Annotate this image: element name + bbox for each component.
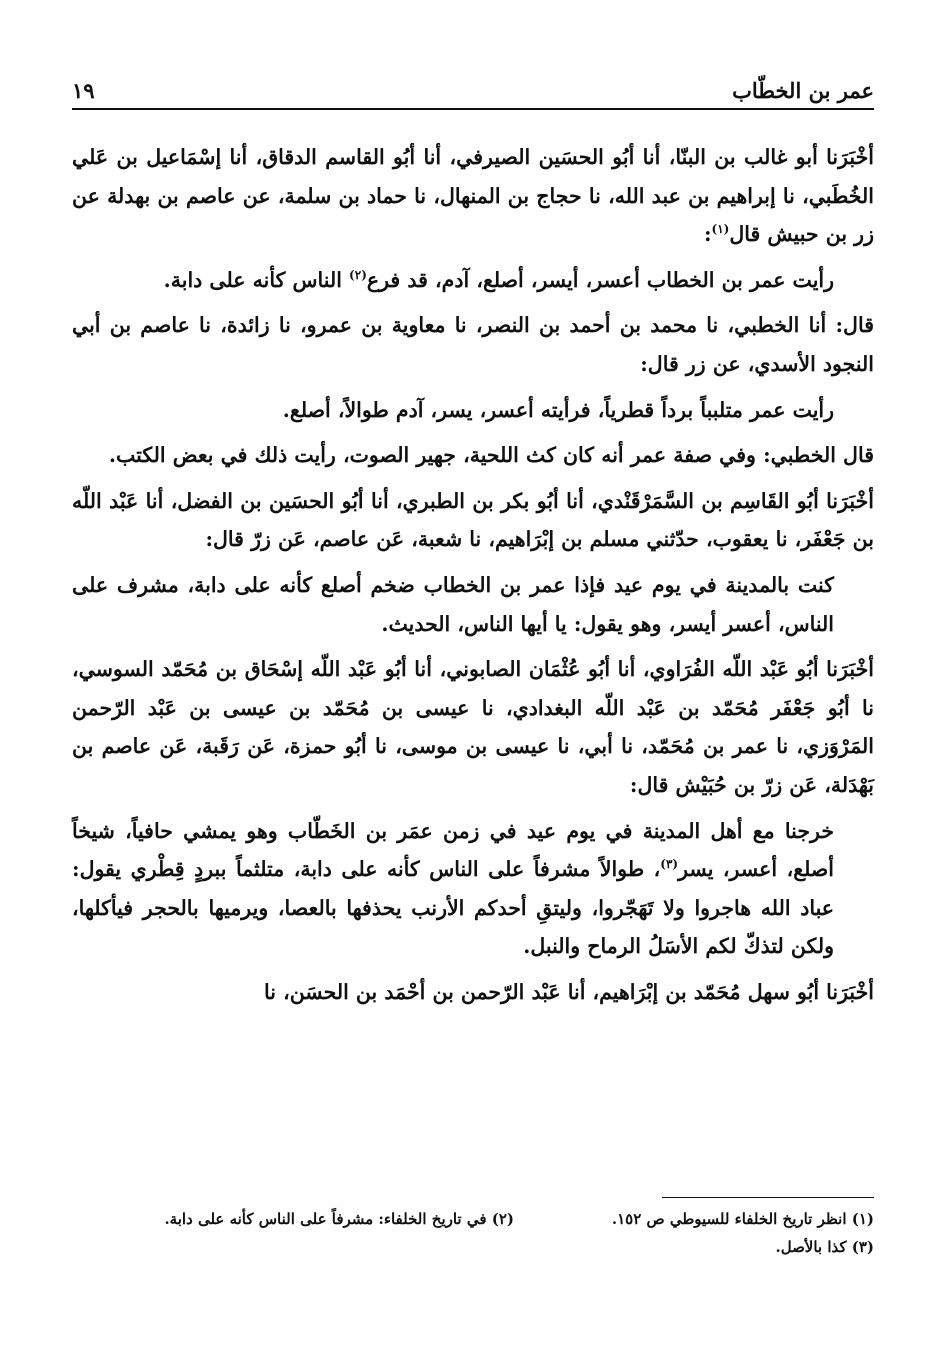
paragraph-text: أبُو سهل مُحَمّد بن إبْرَاهيم، أنا عَبْد الرّحمن بن أحْمَد بن الحسَن، نا — [264, 979, 827, 1004]
footnote-marker: (٣) — [660, 857, 679, 872]
paragraph-text: أبُو عَبْد اللّه الفُرَاوي، أنا أبُو عُثْمَان الصابوني، أنا أبُو عَبْد اللّه إسْحَاق بن مُحَمّد السوسي، نا أبُو جَعْفَر مُحَمّد بن عَبْد اللّه البغدادي، نا عيسى بن مُحَمّد بن عيسى بن عَبْد الرّحمن المَرْوَزي، نا عمر بن مُحَمّد، نا أبي، نا عيسى بن موسى، نا أبُو حمزة، عَن رَقَبة، عَن عاصم بن بَهْدَلة، عَن زرّ بن حُبَيْش قال: — [72, 657, 874, 797]
header-title: عمر بن الخطّاب — [732, 78, 874, 103]
paragraph-text: قال الخطبي: وفي صفة عمر أنه كان كث اللحية، جهير الصوت، رأيت ذلك في بعض الكتب. — [108, 443, 874, 468]
keyword-akhbarana: أخْبَرَنا — [826, 488, 874, 513]
paragraph-text: رأيت عمر متلبباً برداً قطرياً، فرأيته أعسر، يسر، آدم طوالاً، أصلع. — [282, 397, 834, 422]
paragraph-text: قال: أنا الخطبي، نا محمد بن أحمد بن النصر، نا معاوية بن عمرو، نا زائدة، نا عاصم بن أبي النجود الأسدي، عن زر قال: — [72, 313, 874, 376]
paragraph-10 — [72, 973, 874, 1012]
paragraph-5 — [72, 436, 874, 475]
footnote-divider — [662, 1197, 874, 1198]
footnote-row — [72, 1233, 874, 1261]
paragraph-tail: : — [703, 222, 712, 247]
footnote-2: (٢) في تاريخ الخلفاء: مشرفاً على الناس كأنه على دابة. — [164, 1210, 514, 1228]
keyword-akhbarana: أخْبَرَنا — [826, 657, 874, 682]
paragraph-tail: الناس كأنه على دابة. — [163, 267, 350, 292]
main-text — [72, 138, 874, 1018]
page-number: ١٩ — [72, 78, 95, 103]
keyword-akhbarana: أخْبَرَنا — [826, 979, 874, 1004]
paragraph-1 — [72, 138, 874, 254]
footnote-3: (٣) كذا بالأصل. — [775, 1238, 874, 1256]
paragraph-2 — [72, 261, 874, 300]
paragraph-9 — [72, 812, 874, 966]
paragraph-text: كنت بالمدينة في يوم عيد فإذا عمر بن الخطاب ضخم أصلع كأنه على دابة، مشرف على الناس، أعسر أيسر، وهو يقول: يا أيها الناس، الحديث. — [72, 572, 834, 636]
paragraph-text: أبُو القَاسِم بن السَّمَرْقَنْدي، أنا أبُو بكر بن الطبري، أنا أبُو الحسَين بن الفضل، أنا عَبْد اللّه بن جَعْفَر، نا يعقوب، حدّثني مسلم بن إبْرَاهيم، نا شعبة، عَن عاصم، عَن زرّ قال: — [72, 488, 874, 552]
paragraph-4 — [72, 391, 874, 430]
footnotes — [72, 1205, 874, 1261]
footnote-marker: (١) — [711, 222, 730, 237]
running-header — [72, 74, 874, 110]
footnote-1: (١) انظر تاريخ الخلفاء للسيوطي ص ١٥٢. — [611, 1210, 874, 1228]
keyword-akhbarana: أخْبَرَنا — [826, 145, 874, 169]
paragraph-tail: ، طوالاً مشرفاً على الناس كأنه على دابة، متلثماً ببردٍ قِطْري يقول: عباد الله هاجروا ولا تَهَجّروا، وليتقِ أحدكم الأرنب يحذفها بالعصا، ويرميها بالحجر فيأكلها، ولكن لتذكّ لكم الأسَلُ الرماح والنبل. — [72, 857, 834, 959]
paragraph-6 — [72, 482, 874, 559]
footnote-marker: (٢) — [349, 267, 367, 282]
paragraph-text: خرجنا مع أهل المدينة في يوم عيد في زمن عمَر بن الخَطّاب وهو يمشي حافياً، شيخاً أصلع، أعسر، يسر — [72, 818, 834, 882]
paragraph-text: أبو غالب بن البنّا، أنا أبُو الحسَين الصيرفي، أنا أبُو القاسم الدقاق، أنا إسْمَاعيل بن عَلي الخُطَبي، نا إبراهيم بن عبد الله، نا حجاج بن المنهال، نا حماد بن سلمة، عن عاصم بن بهدلة عن زر بن حبيش قال — [72, 145, 874, 247]
paragraph-7 — [72, 566, 874, 643]
paragraph-text: رأيت عمر بن الخطاب أعسر، أيسر، أصلع، آدم، قد فرع — [366, 267, 834, 292]
paragraph-3 — [72, 306, 874, 383]
footnote-row — [72, 1205, 874, 1233]
paragraph-8 — [72, 650, 874, 804]
